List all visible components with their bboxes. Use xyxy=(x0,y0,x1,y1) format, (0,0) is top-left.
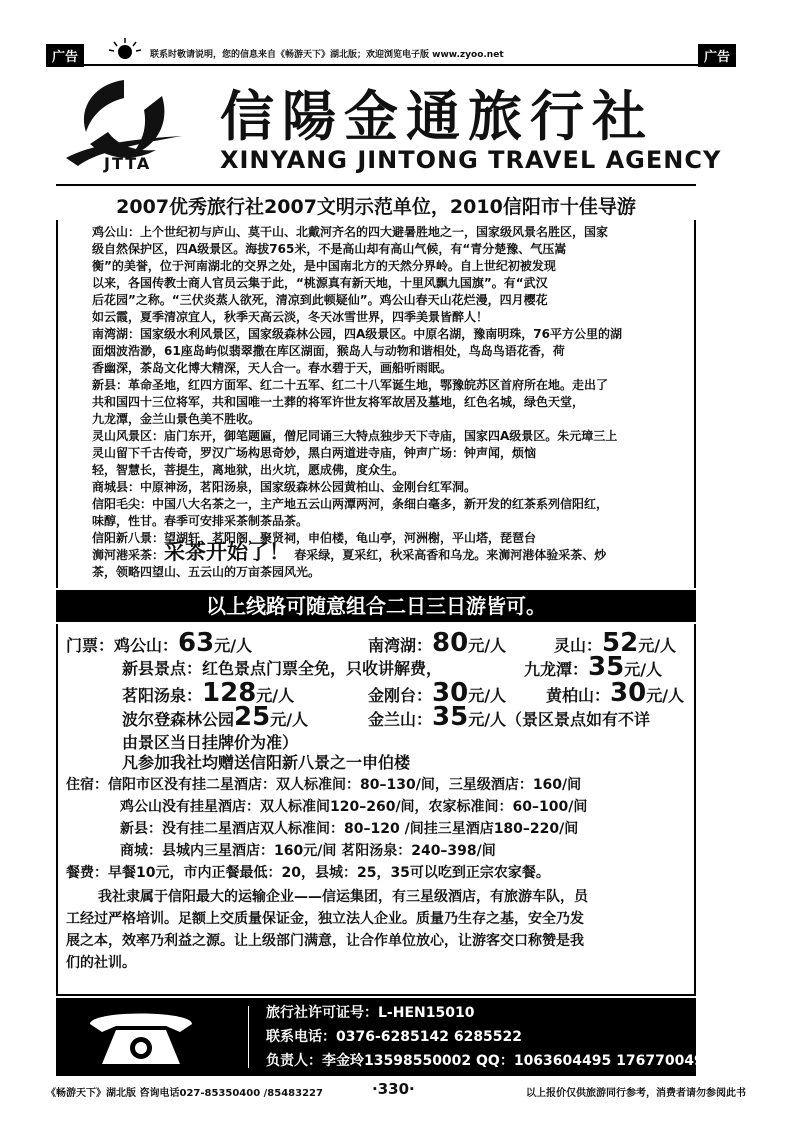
contact-panel xyxy=(56,998,714,1076)
ticket-huangbaishan: 黄柏山：30元/人 xyxy=(546,678,685,708)
honors-line: 2007优秀旅行社2007文明示范单位，2010信阳市十佳导游 xyxy=(116,196,636,218)
ticket-row-1: 门票：鸡公山：63元/人 xyxy=(66,628,253,658)
ad-tag-right: 广告 xyxy=(698,44,736,67)
attractions-box xyxy=(56,220,696,588)
attraction-maojian: 信阳毛尖：中国八大名茶之一，主产地五云山两潭两河，条细白毫多，新开发的红茶系列信阳红， 味醇，性甘。春季可安排采茶制茶品茶。 xyxy=(92,497,609,528)
tea-picking: 浉河港采茶：采茶开始了！ 春采绿，夏采红，秋采高香和乌龙。来浉河港体验采茶、炒 茶，领略四望山、五云山的万亩茶园风光。 xyxy=(92,540,607,579)
ticket-gift: 凡参加我社均赠送信阳新八景之一申伯楼 xyxy=(122,753,411,772)
meals-line: 餐费：早餐10元，市内正餐最低：20，县城：25，35可以吃到正宗农家餐。 xyxy=(66,865,550,881)
logo-text: JTTA xyxy=(104,154,152,173)
lodging-line-2: 鸡公山没有挂星酒店：双人标准间120–260/间，农家标准间：60–100/间 xyxy=(120,799,588,815)
lodging-line-3: 新县：没有挂二星酒店双人标准间：80–120 /间挂三星酒店180–220/间 xyxy=(120,821,579,837)
lodging-line-1: 住宿：信阳市区没有挂二星酒店：双人标准间：80–130/间，三星级酒店：160/间 xyxy=(66,777,582,793)
license-number: 旅行社许可证号：L-HEN15010 xyxy=(266,1005,475,1021)
ticket-jiulongtan: 九龙潭：35元/人 xyxy=(524,652,663,682)
ticket-mingyang: 茗阳汤泉：128元/人 xyxy=(122,678,295,708)
top-bar xyxy=(46,44,736,66)
attraction-nanwanhu: 南湾湖：国家级水利风景区，国家级森林公园，四A级景区。中原名湖，豫南明珠，76平方公里的湖 面烟波浩渺，61座岛屿似翡翠撒在库区湖面，猴岛人与动物和谐相处，鸟岛鸟语花香，荷 香幽深，茶岛文化博大精深，天人合一。春水碧于天，画船听雨眠。 xyxy=(92,327,623,375)
footer-left: 《畅游天下》湖北版 咨询电话027-85350400 /85483227 xyxy=(46,1088,323,1099)
contact-divider xyxy=(248,1006,249,1068)
agency-name-cn: 信陽金通旅行社 xyxy=(220,84,654,148)
page-number: ·330· xyxy=(372,1080,415,1098)
telephone-icon xyxy=(76,1004,206,1070)
attraction-jigongshan: 鸡公山：上个世纪初与庐山、莫干山、北戴河齐名的四大避暑胜地之一，国家级风景名胜区，国家 级自然保护区，四A级景区。海拔765米，不是高山却有高山气候，有“青分楚豫、气压嵩 衡”的美誉，位于河南湖北的交界之处，是中国南北方的天然分界岭。自上世纪初被发现 以来，各国传教士商人官员云集于此，“桃源真有新天地，十里风飘九国旗”。有“武汉 后花园”之称。“三伏炎蒸人欲死，清凉到此顿疑仙”。鸡公山春天山花烂漫，四月樱花 如云霞，夏季清凉宜人，秋季天高云淡，冬天冰雪世界，四季美景皆醉人！ xyxy=(92,225,609,324)
agency-header xyxy=(56,70,722,184)
ticket-note: 由景区当日挂牌价为准） xyxy=(122,733,299,752)
ticket-nanwanhu: 南湾湖：80元/人 xyxy=(368,628,507,658)
magazine-logo-icon xyxy=(108,38,142,60)
agency-name-en: XINYANG JINTONG TRAVEL AGENCY xyxy=(220,146,722,174)
route-banner: 以上线路可随意组合二日三日游皆可。 xyxy=(56,590,696,622)
motto-line-2: 工经过严格培训。足额上交质量保证金，独立法人企业。质量乃生存之基，安全乃发 xyxy=(66,911,584,927)
ticket-jinlanshan: 金兰山：35元/人（景区景点如有不详 xyxy=(368,702,651,732)
contact-phone: 联系电话：0376-6285142 6285522 xyxy=(266,1029,523,1045)
lodging-line-4: 商城：县城内三星酒店：160元/间 茗阳汤泉：240–398/间 xyxy=(120,843,496,859)
contact-manager: 负责人：李金玲13598550002 QQ：1063604495 1767700491 xyxy=(266,1053,714,1069)
attraction-lingshan: 灵山风景区：庙门东开，御笔题匾，僧尼同诵三大特点独步天下寺庙，国家四A级景区。朱元璋三上 灵山留下千古传奇，罗汉广场构思奇妙，黑白两道进寺庙，钟声广场：钟声闻，烦恼 轻，智慧长，菩提生，离地狱，出火坑，愿成佛，度众生。 xyxy=(92,429,618,477)
ticket-jingangtai: 金刚台：30元/人 xyxy=(368,678,507,708)
attraction-xinxian: 新县：革命圣地，红四方面军、红二十五军、红二十八军诞生地，鄂豫皖苏区首府所在地。走出了 共和国四十三位将军，共和国唯一土葬的将军许世友将军故居及墓地，红色名城，绿色天堂， 九龙潭，金兰山景色美不胜收。 xyxy=(92,378,609,426)
motto-line-3: 展之本，效率乃利益之源。让上级部门满意，让合作单位放心，让游客交口称赞是我 xyxy=(66,933,584,949)
ticket-forest-park: 波尔登森林公园25元/人 xyxy=(122,702,309,732)
top-notice: 联系时敬请说明，您的信息来自《畅游天下》湖北版；欢迎浏览电子版 www.zyoo.net xyxy=(150,50,504,60)
footer-right: 以上报价仅供旅游同行参考，消费者请勿参阅此书 xyxy=(526,1088,746,1099)
prices-box xyxy=(56,624,696,996)
ad-tag-left: 广告 xyxy=(46,44,84,67)
header-divider xyxy=(56,184,696,186)
motto-line-4: 们的社训。 xyxy=(66,955,136,971)
attraction-shangcheng: 商城县：中原神汤，茗阳汤泉，国家级森林公园黄柏山、金刚台红军洞。 xyxy=(92,480,477,494)
ticket-row-2: 新县景点：红色景点门票全免，只收讲解费， xyxy=(122,659,443,678)
attraction-eight-scenes: 信阳新八景：望湖轩，茗阳阁，聚贤祠，申伯楼，龟山亭，河洲榭，平山塔，琵琶台 xyxy=(92,531,537,545)
ticket-lingshan: 灵山：52元/人 xyxy=(554,628,677,658)
motto-line-1: 我社隶属于信阳最大的运输企业——信运集团，有三星级酒店，有旅游车队，员 xyxy=(98,889,588,905)
